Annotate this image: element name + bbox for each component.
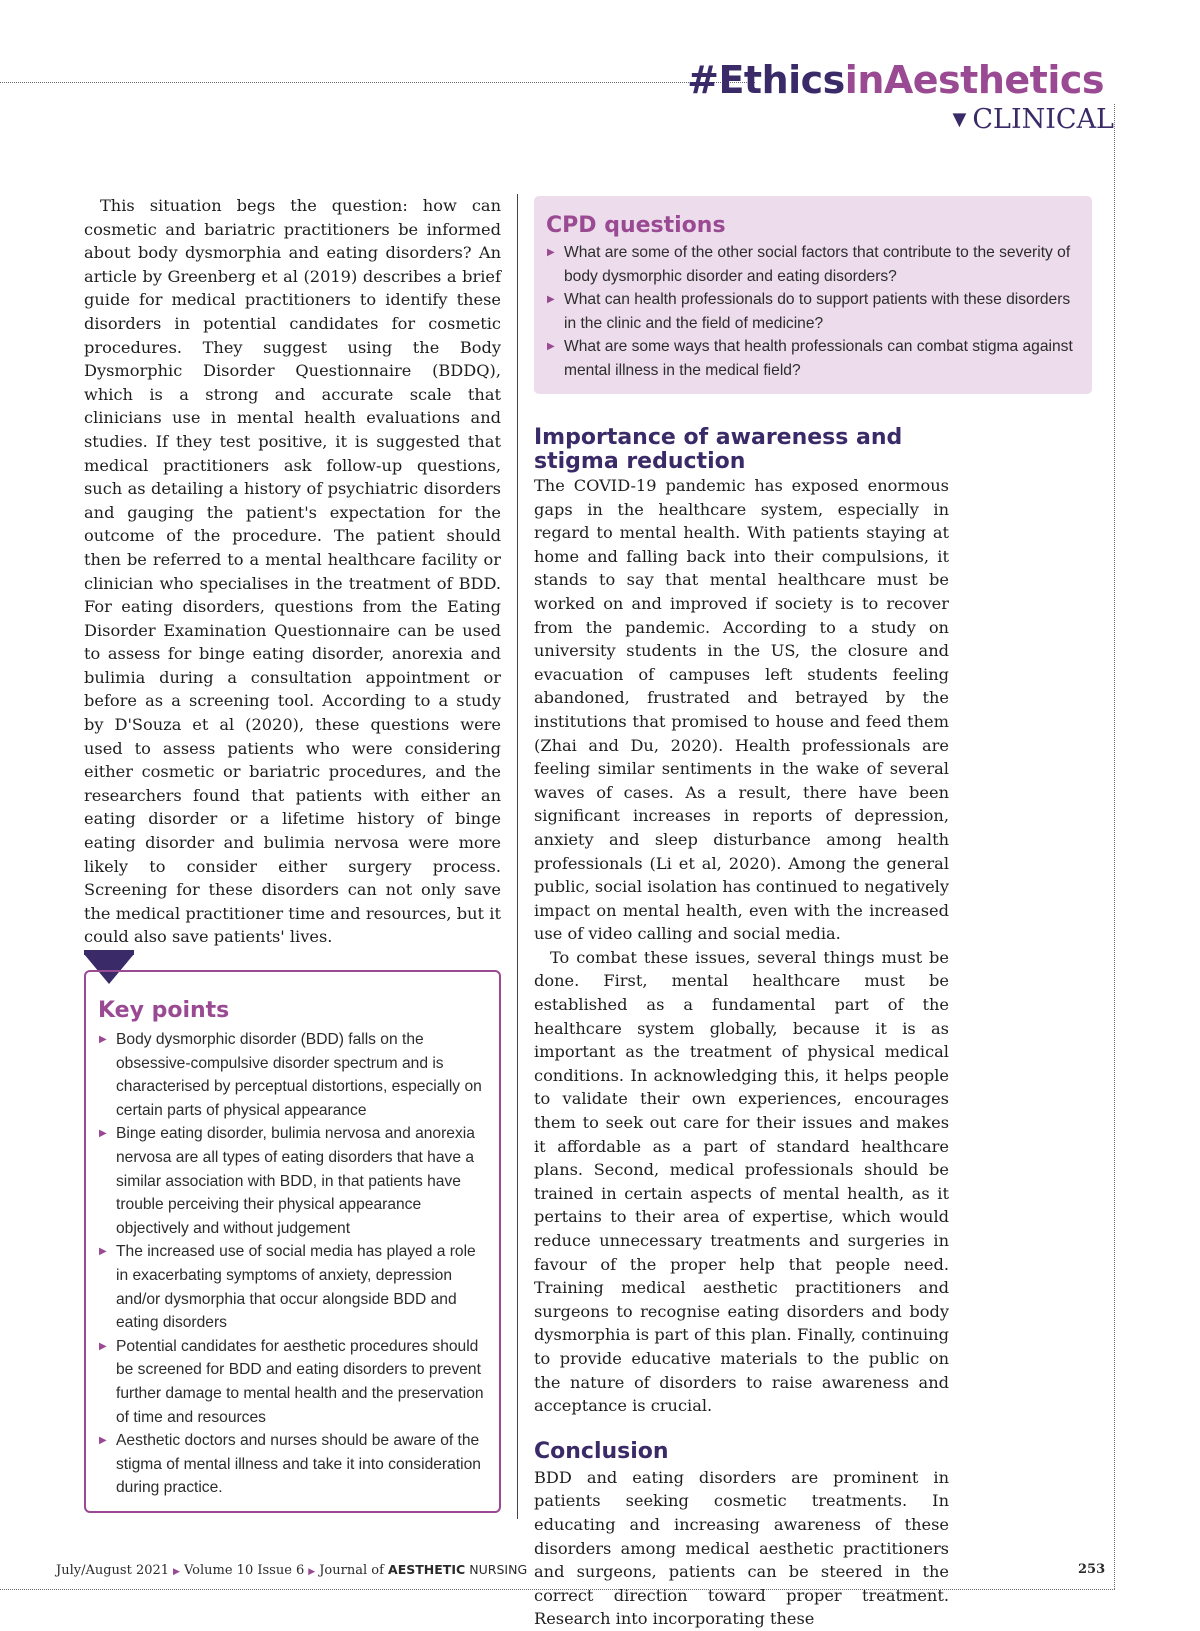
key-point-text: The increased use of social media has played a role in exacerbating symptoms of anxiety, depression and/or dysmorphia that occur alongside BDD and eating disorders (116, 1243, 476, 1332)
section-label-text: CLINICAL (972, 104, 1114, 135)
body-paragraph-conclusion: BDD and eating disorders are prominent in patients seeking cosmetic treatments. In educating and increasing awareness of these disorders among medical aesthetic practitioners and surgeons, patients can be steered in the correct direction toward proper treatment. Research into incorporating these (534, 1467, 949, 1629)
cpd-title: CPD questions (546, 213, 726, 238)
right-dotted-rule (1114, 104, 1115, 1589)
key-point-text: Binge eating disorder, bulimia nervosa and anorexia nervosa are all types of eating disorders that have a similar association with BDD, in that patients have trouble perceiving their physical appearance objectively and without judgement (116, 1125, 475, 1237)
cpd-list (546, 241, 1078, 383)
bullet-arrow-icon: ▶ (547, 341, 555, 353)
footer-volume: Volume 10 Issue 6 (183, 1563, 305, 1578)
left-column (84, 194, 501, 949)
footer-separator-icon: ▶ (308, 1567, 316, 1577)
bullet-arrow-icon: ▶ (547, 294, 555, 306)
bullet-arrow-icon: ▶ (99, 1246, 107, 1258)
key-point-text: Body dysmorphic disorder (BDD) falls on the obsessive-compulsive disorder spectrum and is characterised by perceptual distortions, especially on certain parts of physical appearance (116, 1031, 482, 1119)
bullet-arrow-icon: ▶ (99, 1340, 107, 1352)
right-column (534, 426, 949, 1631)
key-point-item (98, 1122, 487, 1240)
cpd-question (546, 288, 1078, 335)
bullet-arrow-icon: ▶ (99, 1128, 107, 1140)
column-divider (517, 194, 518, 1519)
page-footer (56, 1562, 527, 1580)
key-points-title: Key points (98, 998, 230, 1023)
section-label (953, 104, 1114, 136)
brand-light-text: inAesthetics (844, 58, 1104, 102)
body-paragraph-covid: The COVID-19 pandemic has exposed enormous gaps in the healthcare system, especially in regard to mental health. With patients staying at home and falling back into their compulsions, it stands to say that mental healthcare must be worked on and improved if society is to recover from the pandemic. According to a study on university students in the US, the closure and evacuation of campuses left students feeling abandoned, frustrated and betrayed by the institutions that promised to house and feed them (Zhai and Du, 2020). Health professionals are feeling similar sentiments in the wake of several waves of cases. As a result, there have been significant increases in reports of depression, anxiety and sleep disturbance among health professionals (Li et al, 2020). Among the general public, social isolation has continued to negatively impact on mental health, even with the increased use of video calling and social media. (534, 476, 949, 944)
page-number: 253 (1078, 1562, 1106, 1577)
key-points-list (98, 1028, 487, 1500)
bullet-arrow-icon: ▶ (99, 1034, 107, 1045)
key-points-box (84, 970, 501, 1513)
ethics-in-aesthetics-brand (687, 58, 1104, 102)
brand-bold-text: #Ethics (687, 58, 845, 102)
key-point-item (98, 1240, 487, 1334)
key-point-text: Aesthetic doctors and nurses should be aware of the stigma of mental illness and take it into consideration during practice. (116, 1432, 481, 1497)
section-triangle-icon: ▼ (952, 109, 967, 130)
key-point-item (98, 1335, 487, 1429)
bullet-arrow-icon: ▶ (99, 1435, 107, 1447)
key-point-text: Potential candidates for aesthetic procedures should be screened for BDD and eating disorders to prevent further damage to mental health and the preservation of time and resources (116, 1337, 484, 1426)
cpd-question (546, 241, 1078, 288)
footer-journal-rest: NURSING (469, 1562, 528, 1577)
footer-journal-strong: AESTHETIC (388, 1562, 466, 1577)
heading-conclusion: Conclusion (534, 1438, 669, 1464)
cpd-question-text: What are some ways that health professionals can combat stigma against mental illness in the medical field? (564, 338, 1073, 379)
cpd-question (546, 335, 1078, 382)
key-point-item (98, 1028, 487, 1122)
cpd-questions-box (534, 196, 1092, 394)
bullet-arrow-icon: ▶ (547, 247, 555, 258)
body-paragraph-combat: To combat these issues, several things must be done. First, mental healthcare must be established as a fundamental part of the healthcare system globally, because it is as important as the treatment of physical medical conditions. In acknowledging this, it helps people to validate their own experiences, encourages them to seek out care for their issues and makes it affordable as a part of standard healthcare plans. Second, medical professionals should be trained in certain aspects of mental health, as it pertains to their area of expertise, which would reduce unnecessary treatments and surgeries in favour of the proper help that people need. Training medical aesthetic practitioners and surgeons to recognise eating disorders and body dysmorphia is part of this plan. Finally, continuing to provide educative materials to the public on the nature of disorders to raise awareness and acceptance is crucial. (534, 947, 949, 1416)
key-point-item (98, 1429, 487, 1500)
top-dotted-rule (0, 82, 755, 83)
footer-date: July/August 2021 (56, 1563, 170, 1578)
footer-journal-prefix: Journal of (319, 1563, 384, 1578)
cpd-question-text: What are some of the other social factors that contribute to the severity of body dysmorphic disorder and eating disorders? (564, 244, 1071, 285)
left-body-paragraph: This situation begs the question: how can cosmetic and bariatric practitioners be informed about body dysmorphia and eating disorders? An article by Greenberg et al (2019) describes a brief guide for medical practitioners to identify these disorders in potential candidates for cosmetic procedures. They suggest using the Body Dysmorphic Disorder Questionnaire (BDDQ), which is a strong and accurate scale that clinicians use in mental health evaluations and studies. If they test positive, it is suggested that medical practitioners ask follow-up questions, such as detailing a history of psychiatric disorders and gauging the patient's expectation for the outcome of the procedure. The patient should then be referred to a mental healthcare facility or clinician who specialises in the treatment of BDD. For eating disorders, questions from the Eating Disorder Examination Questionnaire can be used to assess for binge eating disorder, anorexia and bulimia during a consultation appointment or before as a screening tool. According to a study by D'Souza et al (2020), these questions were used to assess patients who were considering either cosmetic or bariatric procedures, and the researchers found that patients with either an eating disorder or a lifetime history of binge eating disorder and bulimia nervosa were more likely to consider either surgery process. Screening for these disorders can not only save the medical practitioner time and resources, but it could also save patients' lives. (84, 196, 501, 947)
cpd-question-text: What can health professionals do to support patients with these disorders in the clinic and the field of medicine? (564, 291, 1071, 332)
heading-awareness: Importance of awareness and stigma reduction (534, 425, 903, 474)
footer-separator-icon: ▶ (173, 1567, 180, 1577)
